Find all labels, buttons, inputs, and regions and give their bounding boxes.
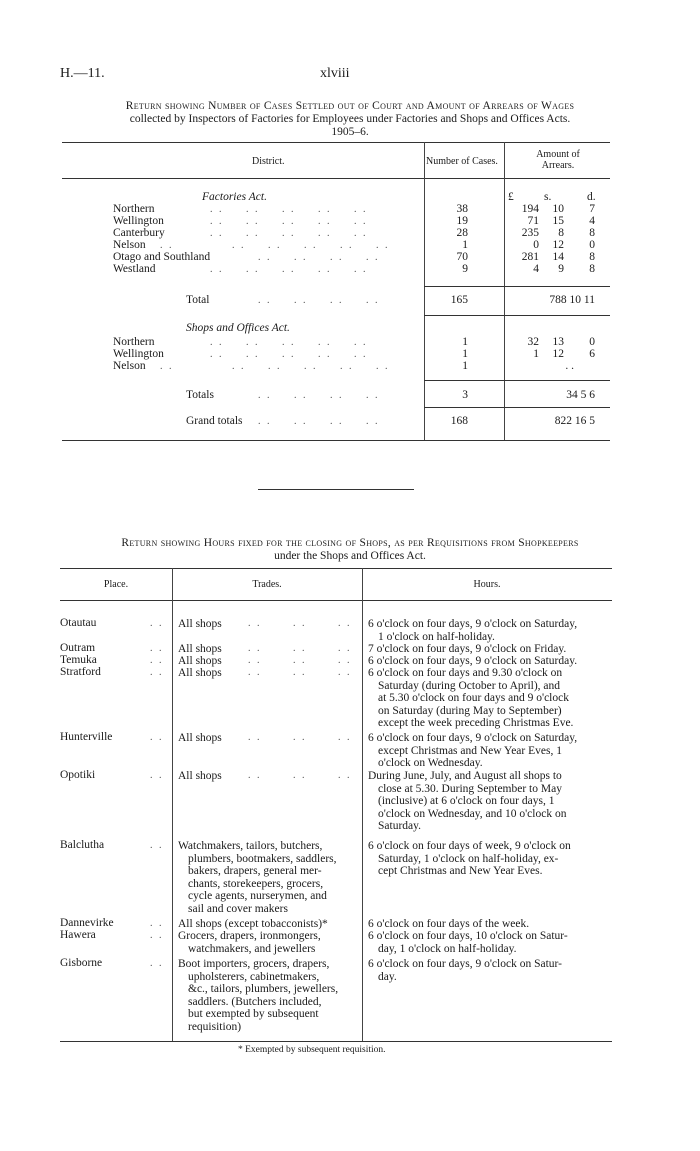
table1-col-divider-2: [504, 142, 505, 440]
leader-dots: . .: [150, 618, 164, 629]
trades-line: but exempted by subsequent: [188, 1008, 319, 1020]
factories-row-cases: 9: [462, 263, 468, 275]
trades-line: Boot importers, grocers, drapers,: [178, 958, 330, 970]
hours-line: Saturday (during October to April), and: [378, 679, 561, 692]
table1-caption-line1: Return showing Number of Cases Settled out of Court and Amount of Arrears of Wages: [125, 100, 575, 112]
trades-line: plumbers, bootmakers, saddlers,: [188, 852, 337, 865]
trades-line: bakers, drapers, general mer-: [188, 865, 322, 877]
factories-row-district: Canterbury: [113, 227, 165, 239]
hours-line: close at 5.30. During September to May: [378, 782, 562, 795]
leader-dots: . . . . . .: [248, 655, 352, 666]
leader-dots: . . . . . . . . . . . .: [160, 240, 390, 251]
table2-header-rule: [60, 600, 612, 601]
table2-col-divider-2: [362, 568, 363, 1042]
shops-act-heading: Shops and Offices Act.: [186, 322, 290, 334]
factories-row-district: Wellington: [113, 215, 164, 227]
factories-row-cases: 38: [456, 203, 468, 215]
factories-row-district: Westland: [113, 263, 156, 275]
table1-bottom-rule: [62, 440, 610, 441]
grand-total-label: Grand totals: [186, 415, 243, 427]
hours-line: cept Christmas and New Year Eves.: [378, 865, 543, 877]
leader-dots: . . . . . .: [248, 618, 352, 629]
hours-line: During June, July, and August all shops to: [368, 770, 562, 782]
shops-row-district: Wellington: [113, 348, 164, 360]
currency-shilling: s.: [544, 191, 552, 203]
grand-total-cases: 168: [450, 415, 468, 427]
total-rule-cases: [424, 286, 504, 287]
factories-row-pence: 0: [589, 239, 595, 251]
hours-line: Saturday, 1 o'clock on half-holiday, ex-: [378, 852, 559, 865]
shops-row-cases: 1: [462, 360, 468, 372]
factories-row-pence: 7: [589, 203, 595, 215]
hours-line: on Saturday (during May to September): [378, 704, 562, 717]
table2-caption-line1: Return showing Hours fixed for the closing of Shops, as per Requisitions from Shopkeepers: [121, 537, 579, 549]
leader-dots: . . . . . .: [248, 667, 352, 678]
col-district-header: District.: [252, 156, 285, 167]
hours-line: at 5.30 o'clock on four days and 9 o'clock: [378, 692, 569, 704]
col-cases-header: Number of Cases.: [426, 156, 498, 167]
row-place: Stratford: [60, 666, 101, 678]
row-hours: [368, 667, 573, 730]
row-place: Otautau: [60, 617, 97, 629]
leader-dots: . . . . . . . .: [258, 252, 380, 263]
factories-row-cases: 19: [456, 215, 468, 227]
factories-row-shillings: 9: [558, 263, 564, 275]
leader-dots: . .: [150, 732, 164, 743]
trades-line: All shops: [178, 618, 222, 630]
table1-col-divider-1: [424, 142, 425, 440]
hours-line: except Christmas and New Year Eves, 1: [378, 744, 562, 757]
factories-total-cases: 165: [450, 294, 468, 306]
shops-row-district: Nelson: [113, 360, 146, 372]
hours-line: 6 o'clock on four days, 9 o'clock on Saturday,: [368, 618, 578, 630]
row-hours: [368, 958, 562, 983]
row-trades: [178, 918, 328, 931]
hours-line: 6 o'clock on four days, 9 o'clock on Saturday.: [368, 655, 578, 667]
factories-row-pounds: 235: [521, 227, 539, 239]
trades-line: requisition): [188, 1020, 242, 1033]
row-hours: [368, 930, 568, 955]
trades-line: Watchmakers, tailors, butchers,: [178, 840, 323, 852]
table2-top-rule: [60, 568, 612, 569]
footnote: * Exempted by subsequent requisition.: [238, 1045, 386, 1055]
shops-row-shillings: 12: [552, 348, 564, 360]
table2-caption-line2: under the Shops and Offices Act.: [274, 550, 426, 562]
leader-dots: . . . . . . . . . .: [210, 349, 368, 360]
trades-line: saddlers. (Butchers included,: [188, 995, 322, 1008]
leader-dots: . .: [150, 958, 164, 969]
grand-rule-cases: [424, 407, 504, 408]
col-trades-header: Trades.: [252, 579, 282, 590]
row-trades: [178, 667, 222, 680]
leader-dots: . . . . . . . . . .: [210, 204, 368, 215]
leader-dots: . .: [150, 930, 164, 941]
hours-line: o'clock on Wednesday, and 10 o'clock on: [378, 807, 567, 820]
table1-caption-year: 1905–6.: [331, 126, 369, 138]
factories-row-district: Nelson: [113, 239, 146, 251]
factories-row-pounds: 71: [527, 215, 539, 227]
totals-rule-amount: [504, 380, 610, 381]
row-place: Dannevirke: [60, 917, 114, 929]
row-trades: [178, 770, 222, 783]
hours-line: 6 o'clock on four days of week, 9 o'clock on: [368, 840, 571, 852]
trades-line: chants, storekeepers, grocers,: [188, 877, 324, 890]
row-hours: [368, 655, 577, 668]
row-place: Opotiki: [60, 769, 96, 781]
grand-rule-amount: [504, 407, 610, 408]
trades-line: &c., tailors, plumbers, jewellers,: [188, 983, 339, 995]
shops-row-shillings: 13: [552, 336, 564, 348]
hours-line: 1 o'clock on half-holiday.: [378, 630, 495, 643]
row-place: Gisborne: [60, 957, 103, 969]
totals-rule-cases: [424, 380, 504, 381]
factories-row-shillings: 8: [558, 227, 564, 239]
factories-row-pounds: 281: [521, 251, 539, 263]
table2-col-divider-1: [172, 568, 173, 1042]
page-number: xlviii: [320, 66, 350, 81]
shops-row-amount: . .: [565, 360, 574, 372]
table1-header-rule: [62, 178, 610, 179]
factories-row-shillings: 14: [552, 251, 564, 263]
total-rule-amount: [504, 286, 610, 287]
factories-row-pounds: 4: [533, 263, 539, 275]
trades-line: cycle agents, nurserymen, and: [188, 890, 327, 902]
shops-row-cases: 1: [462, 348, 468, 360]
leader-dots: . .: [150, 770, 164, 781]
leader-dots: . . . . . . . . . .: [210, 216, 368, 227]
hours-line: day.: [378, 970, 397, 983]
leader-dots: . .: [150, 840, 164, 851]
factories-row-pence: 8: [589, 227, 595, 239]
factories-total-amount: 788 10 11: [549, 294, 595, 306]
shops-total-label: Totals: [186, 389, 214, 401]
hours-line: Saturday.: [378, 820, 422, 832]
table1-top-rule: [62, 142, 610, 143]
row-hours: [368, 770, 566, 833]
leader-dots: . .: [150, 643, 164, 654]
leader-dots: . .: [150, 655, 164, 666]
row-place: Balclutha: [60, 839, 105, 851]
subtotal-rule-amount: [504, 315, 610, 316]
shops-total-amount: 34 5 6: [566, 389, 595, 401]
row-trades: [178, 732, 222, 745]
leader-dots: . . . . . . . . . .: [210, 228, 368, 239]
trades-line: All shops: [178, 655, 222, 667]
col-hours-header: Hours.: [473, 579, 501, 590]
hours-line: (inclusive) at 6 o'clock on four days, 1: [378, 795, 555, 807]
leader-dots: . . . . . . . . . . . .: [160, 361, 390, 372]
trades-line: watchmakers, and jewellers: [188, 942, 316, 955]
row-place: Outram: [60, 642, 96, 654]
row-hours: [368, 732, 577, 770]
shops-row-district: Northern: [113, 336, 155, 348]
shops-total-cases: 3: [462, 389, 468, 401]
row-trades: [178, 618, 222, 631]
hours-line: 6 o'clock on four days, 9 o'clock on Saturday,: [368, 732, 578, 744]
leader-dots: . .: [150, 667, 164, 678]
row-place: Temuka: [60, 654, 97, 666]
shops-row-cases: 1: [462, 336, 468, 348]
hours-line: 7 o'clock on four days, 9 o'clock on Friday.: [368, 643, 567, 655]
hours-line: o'clock on Wednesday.: [378, 757, 483, 769]
trades-line: All shops (except tobacconists)*: [178, 918, 328, 930]
leader-dots: . . . . . . . . . .: [210, 264, 368, 275]
leader-dots: . . . . . . . .: [258, 416, 380, 427]
factories-row-shillings: 10: [552, 203, 564, 215]
factories-row-pence: 4: [589, 215, 595, 227]
col-amount-header-2: Arrears.: [541, 160, 575, 171]
hours-line: 6 o'clock on four days, 10 o'clock on Satur-: [368, 930, 568, 942]
trades-line: All shops: [178, 667, 222, 679]
hours-line: except the week preceding Christmas Eve.: [378, 717, 574, 729]
leader-dots: . .: [150, 918, 164, 929]
factories-act-heading: Factories Act.: [202, 191, 267, 203]
factories-row-district: Otago and Southland: [113, 251, 211, 263]
leader-dots: . . . . . . . .: [258, 390, 380, 401]
hours-line: day, 1 o'clock on half-holiday.: [378, 942, 517, 955]
factories-row-pence: 8: [589, 263, 595, 275]
page-reference: H.—11.: [60, 66, 105, 81]
shops-row-pounds: 1: [533, 348, 539, 360]
shops-row-pence: 0: [589, 336, 595, 348]
factories-row-shillings: 12: [552, 239, 564, 251]
row-trades: [178, 655, 222, 668]
factories-row-cases: 70: [456, 251, 468, 263]
factories-row-pounds: 0: [533, 239, 539, 251]
trades-line: All shops: [178, 732, 222, 744]
col-place-header: Place.: [103, 579, 129, 590]
subtotal-rule-cases: [424, 315, 504, 316]
leader-dots: . . . . . .: [248, 770, 352, 781]
factories-row-pounds: 194: [521, 203, 539, 215]
leader-dots: . . . . . . . . . .: [210, 337, 368, 348]
row-trades: [178, 958, 338, 1033]
section-separator: [258, 489, 414, 490]
table1-caption-line2: collected by Inspectors of Factories for Employees under Factories and Shops and Offices Acts.: [129, 113, 571, 125]
row-trades: [178, 840, 337, 915]
trades-line: All shops: [178, 770, 222, 782]
leader-dots: . . . . . . . .: [258, 295, 380, 306]
factories-row-pence: 8: [589, 251, 595, 263]
hours-line: 6 o'clock on four days, 9 o'clock on Satur-: [368, 958, 562, 970]
shops-row-pence: 6: [589, 348, 595, 360]
currency-pence: d.: [587, 191, 596, 203]
table2-bottom-rule: [60, 1041, 612, 1042]
row-place: Hunterville: [60, 731, 113, 743]
row-hours: [368, 643, 566, 656]
row-hours: [368, 840, 571, 878]
shops-row-pounds: 32: [527, 336, 539, 348]
factories-total-label: Total: [186, 294, 210, 306]
trades-line: Grocers, drapers, ironmongers,: [178, 930, 321, 942]
factories-row-shillings: 15: [552, 215, 564, 227]
factories-row-cases: 1: [462, 239, 468, 251]
currency-pound: £: [508, 191, 514, 203]
hours-line: 6 o'clock on four days and 9.30 o'clock on: [368, 667, 563, 679]
leader-dots: . . . . . .: [248, 643, 352, 654]
row-trades: [178, 930, 321, 955]
factories-row-cases: 28: [456, 227, 468, 239]
row-hours: [368, 618, 577, 643]
trades-line: sail and cover makers: [188, 902, 288, 915]
factories-row-district: Northern: [113, 203, 155, 215]
row-place: Hawera: [60, 929, 96, 941]
hours-line: 6 o'clock on four days of the week.: [368, 918, 530, 930]
trades-line: upholsterers, cabinetmakers,: [188, 970, 320, 983]
leader-dots: . . . . . .: [248, 732, 352, 743]
col-amount-header-1: Amount of: [536, 149, 580, 160]
row-hours: [368, 918, 529, 931]
trades-line: All shops: [178, 643, 222, 655]
grand-total-amount: 822 16 5: [554, 415, 595, 427]
row-trades: [178, 643, 222, 656]
